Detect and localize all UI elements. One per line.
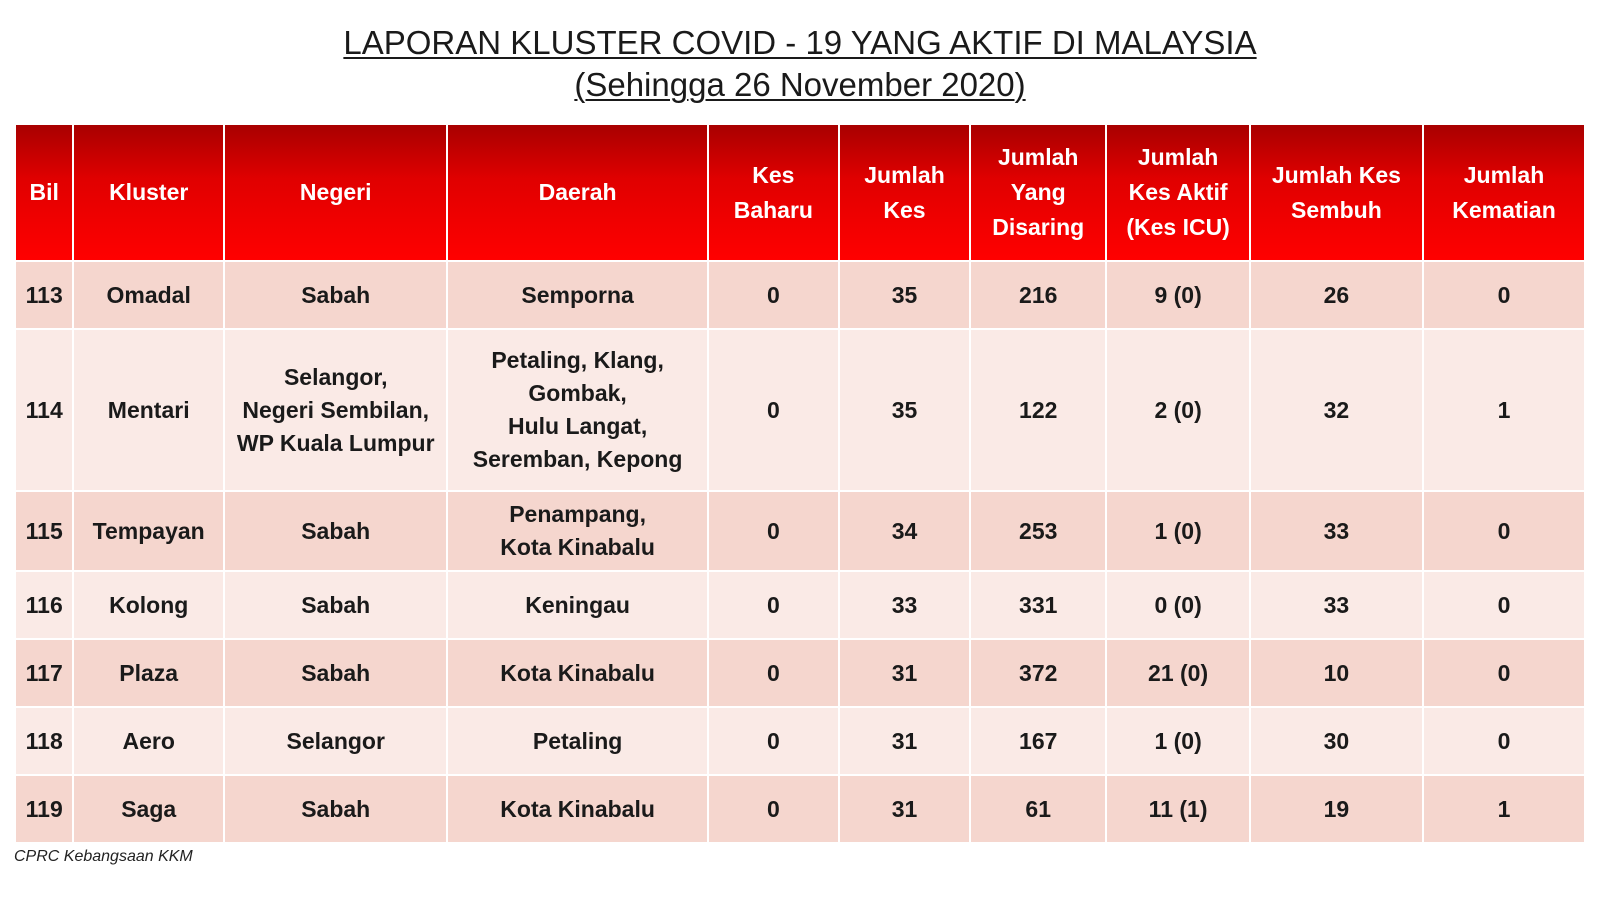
cell-kes-sembuh: 33 xyxy=(1251,492,1422,570)
cell-kematian: 0 xyxy=(1424,640,1584,706)
cell-bil: 117 xyxy=(16,640,72,706)
cell-daerah: Kota Kinabalu xyxy=(448,640,706,706)
cell-bil: 114 xyxy=(16,330,72,490)
table-row xyxy=(16,262,1584,328)
cell-kematian: 0 xyxy=(1424,262,1584,328)
header-kematian: Jumlah Kematian xyxy=(1424,125,1584,260)
cell-kluster: Mentari xyxy=(74,330,223,490)
cell-jumlah-disaring: 331 xyxy=(971,572,1105,638)
cell-jumlah-kes: 31 xyxy=(840,776,969,842)
report-title xyxy=(0,22,1600,106)
table-row xyxy=(16,708,1584,774)
cell-kes-baharu: 0 xyxy=(709,262,838,328)
title-line-1: LAPORAN KLUSTER COVID - 19 YANG AKTIF DI MALAYSIA xyxy=(343,24,1257,61)
cell-kematian: 1 xyxy=(1424,776,1584,842)
cell-daerah: Petaling, Klang, Gombak, Hulu Langat, Seremban, Kepong xyxy=(448,330,706,490)
cell-daerah: Penampang, Kota Kinabalu xyxy=(448,492,706,570)
table-row xyxy=(16,330,1584,490)
cell-kes-baharu: 0 xyxy=(709,640,838,706)
cell-kes-sembuh: 10 xyxy=(1251,640,1422,706)
cell-kluster: Omadal xyxy=(74,262,223,328)
cell-bil: 115 xyxy=(16,492,72,570)
cell-negeri: Sabah xyxy=(225,640,446,706)
cell-kluster: Plaza xyxy=(74,640,223,706)
table-row xyxy=(16,492,1584,570)
cell-kes-aktif: 1 (0) xyxy=(1107,708,1248,774)
cell-kematian: 0 xyxy=(1424,492,1584,570)
cell-kes-sembuh: 26 xyxy=(1251,262,1422,328)
title-line-2: (Sehingga 26 November 2020) xyxy=(574,66,1026,103)
table-row xyxy=(16,776,1584,842)
table-row xyxy=(16,640,1584,706)
cell-daerah: Kota Kinabalu xyxy=(448,776,706,842)
cell-kes-aktif: 0 (0) xyxy=(1107,572,1248,638)
cell-negeri: Sabah xyxy=(225,262,446,328)
cell-jumlah-kes: 33 xyxy=(840,572,969,638)
cell-daerah: Petaling xyxy=(448,708,706,774)
cell-kes-sembuh: 30 xyxy=(1251,708,1422,774)
cell-jumlah-disaring: 216 xyxy=(971,262,1105,328)
cell-kes-baharu: 0 xyxy=(709,492,838,570)
cell-daerah: Semporna xyxy=(448,262,706,328)
cell-negeri: Selangor, Negeri Sembilan, WP Kuala Lumpur xyxy=(225,330,446,490)
cell-jumlah-kes: 31 xyxy=(840,708,969,774)
cell-kematian: 1 xyxy=(1424,330,1584,490)
cell-negeri: Sabah xyxy=(225,492,446,570)
cell-jumlah-disaring: 61 xyxy=(971,776,1105,842)
header-jumlah-kes: Jumlah Kes xyxy=(840,125,969,260)
cell-kematian: 0 xyxy=(1424,572,1584,638)
cell-jumlah-kes: 34 xyxy=(840,492,969,570)
header-daerah: Daerah xyxy=(448,125,706,260)
header-row xyxy=(16,125,1584,260)
cell-kes-aktif: 11 (1) xyxy=(1107,776,1248,842)
cell-kluster: Saga xyxy=(74,776,223,842)
cell-bil: 118 xyxy=(16,708,72,774)
cell-kes-sembuh: 33 xyxy=(1251,572,1422,638)
cell-kes-baharu: 0 xyxy=(709,708,838,774)
cell-kematian: 0 xyxy=(1424,708,1584,774)
cell-kes-sembuh: 32 xyxy=(1251,330,1422,490)
cell-negeri: Sabah xyxy=(225,776,446,842)
cell-jumlah-disaring: 122 xyxy=(971,330,1105,490)
cell-negeri: Sabah xyxy=(225,572,446,638)
header-negeri: Negeri xyxy=(225,125,446,260)
cell-kluster: Kolong xyxy=(74,572,223,638)
cell-jumlah-disaring: 167 xyxy=(971,708,1105,774)
cell-jumlah-disaring: 253 xyxy=(971,492,1105,570)
table-row xyxy=(16,572,1584,638)
cell-jumlah-kes: 31 xyxy=(840,640,969,706)
cell-kes-aktif: 1 (0) xyxy=(1107,492,1248,570)
header-bil: Bil xyxy=(16,125,72,260)
cell-kes-sembuh: 19 xyxy=(1251,776,1422,842)
cell-kes-baharu: 0 xyxy=(709,330,838,490)
cluster-table xyxy=(14,123,1586,844)
cell-negeri: Selangor xyxy=(225,708,446,774)
cell-kluster: Aero xyxy=(74,708,223,774)
cell-kes-aktif: 9 (0) xyxy=(1107,262,1248,328)
cell-bil: 119 xyxy=(16,776,72,842)
source-footer: CPRC Kebangsaan KKM xyxy=(14,848,193,865)
cell-kes-aktif: 21 (0) xyxy=(1107,640,1248,706)
header-kluster: Kluster xyxy=(74,125,223,260)
cell-bil: 113 xyxy=(16,262,72,328)
cell-kes-baharu: 0 xyxy=(709,572,838,638)
header-jumlah-disaring: Jumlah Yang Disaring xyxy=(971,125,1105,260)
cell-daerah: Keningau xyxy=(448,572,706,638)
cell-jumlah-kes: 35 xyxy=(840,262,969,328)
cell-kes-baharu: 0 xyxy=(709,776,838,842)
header-kes-sembuh: Jumlah Kes Sembuh xyxy=(1251,125,1422,260)
header-kes-baharu: Kes Baharu xyxy=(709,125,838,260)
cell-kes-aktif: 2 (0) xyxy=(1107,330,1248,490)
cell-jumlah-disaring: 372 xyxy=(971,640,1105,706)
cell-bil: 116 xyxy=(16,572,72,638)
cell-jumlah-kes: 35 xyxy=(840,330,969,490)
header-kes-aktif: Jumlah Kes Aktif (Kes ICU) xyxy=(1107,125,1248,260)
cell-kluster: Tempayan xyxy=(74,492,223,570)
